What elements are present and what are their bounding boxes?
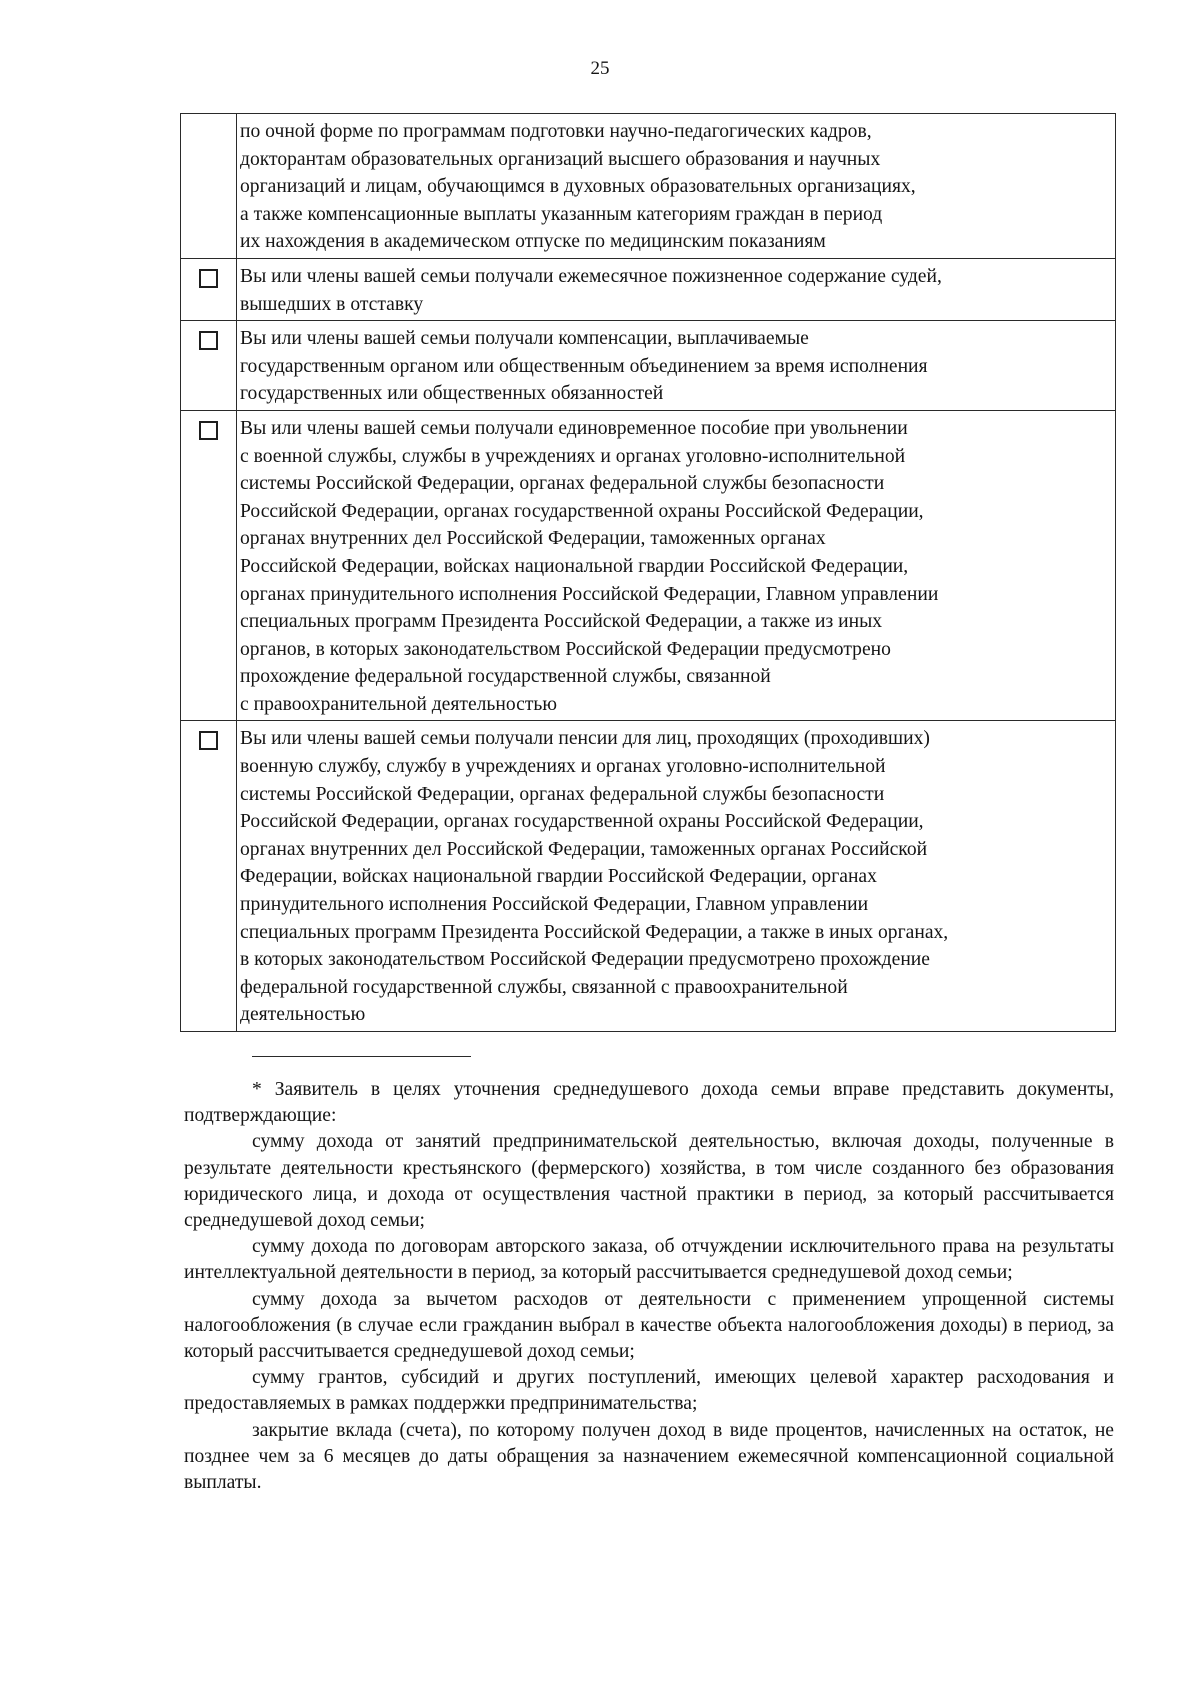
footnote-item: сумму дохода по договорам авторского заказа, об отчуждении исключительного права на результаты интеллектуальной деятельности в период, за который рассчитывается среднедушевой доход семьи; [184, 1236, 1114, 1284]
page-number: 25 [590, 58, 610, 79]
footnote [184, 1077, 1114, 1496]
checkbox-cell [181, 321, 237, 411]
footnote-item: сумму дохода от занятий предпринимательской деятельностью, включая доходы, полученные в результате деятельности крестьянского (фермерского) хозяйства, в том числе созданного без образования юридического лица, и дохода от осуществления частной практики в период, за который рассчитывается среднедушевой доход семьи; [184, 1131, 1114, 1232]
judge-pension-checkbox[interactable] [199, 269, 218, 288]
table-row [181, 410, 1116, 721]
table-row [181, 114, 1116, 259]
checkbox-cell [181, 721, 237, 1032]
row-text: по очной форме по программам подготовки научно-педагогических кадров, докторантам образовательных организаций высшего образования и научных организаций и лицам, обучающимся в духовных образовательных организациях, а также компенсационные выплаты указанным категориям граждан в период их нахождения в академическом отпуске по медицинским показаниям [237, 114, 1116, 259]
footnote-intro: * Заявитель в целях уточнения среднедушевого дохода семьи вправе представить документы, подтверждающие: [184, 1079, 1114, 1127]
footnote-item: сумму грантов, субсидий и других поступлений, имеющих целевой характер расходования и предоставляемых в рамках поддержки предпринимательства; [184, 1367, 1114, 1415]
footnote-separator [252, 1056, 471, 1057]
row-text: Вы или члены вашей семьи получали компенсации, выплачиваемые государственным органом или общественным объединением за время исполнения государственных или общественных обязанностей [237, 321, 1116, 411]
benefits-checklist-table [180, 113, 1116, 1032]
row-text: Вы или члены вашей семьи получали ежемесячное пожизненное содержание судей, вышедших в отставку [237, 258, 1116, 320]
table-row [181, 321, 1116, 411]
row-text: Вы или члены вашей семьи получали единовременное пособие при увольнении с военной службы, службы в учреждениях и органах уголовно-исполнительной системы Российской Федерации, органах федеральной службы безопасности Российской Федерации, органах государственной охраны Российской Федерации, органах внутренних дел Российской Федерации, таможенных органах Российской Федерации, войсках национальной гвардии Российской Федерации, органах принудительного исполнения Российской Федерации, Главном управлении специальных программ Президента Российской Федерации, а также из иных органов, в которых законодательством Российской Федерации предусмотрено прохождение федеральной государственной службы, связанной с правоохранительной деятельностью [237, 410, 1116, 721]
service-pension-checkbox[interactable] [199, 731, 218, 750]
checkbox-cell-empty [181, 114, 237, 259]
footnote-item: закрытие вклада (счета), по которому получен доход в виде процентов, начисленных на остаток, не позднее чем за 6 месяцев до даты обращения за назначением ежемесячной компенсационной социальной выплаты. [184, 1419, 1114, 1494]
footnote-item: сумму дохода за вычетом расходов от деятельности с применением упрощенной системы налогообложения (в случае если гражданин выбрал в качестве объекта налогообложения доходы) в период, за который рассчитывается среднедушевой доход семьи; [184, 1288, 1114, 1363]
severance-allowance-checkbox[interactable] [199, 421, 218, 440]
checkbox-cell [181, 258, 237, 320]
row-text: Вы или члены вашей семьи получали пенсии для лиц, проходящих (проходивших) военную службу, службу в учреждениях и органах уголовно-исполнительной системы Российской Федерации, органах федеральной службы безопасности Российской Федерации, органах государственной охраны Российской Федерации, органах внутренних дел Российской Федерации, таможенных органах Российской Федерации, войсках национальной гвардии Российской Федерации, органах принудительного исполнения Российской Федерации, Главном управлении специальных программ Президента Российской Федерации, а также в иных органах, в которых законодательством Российской Федерации предусмотрено прохождение федеральной государственной службы, связанной с правоохранительной деятельностью [237, 721, 1116, 1032]
checkbox-cell [181, 410, 237, 721]
duty-compensation-checkbox[interactable] [199, 331, 218, 350]
table-row [181, 258, 1116, 320]
table-row [181, 721, 1116, 1032]
